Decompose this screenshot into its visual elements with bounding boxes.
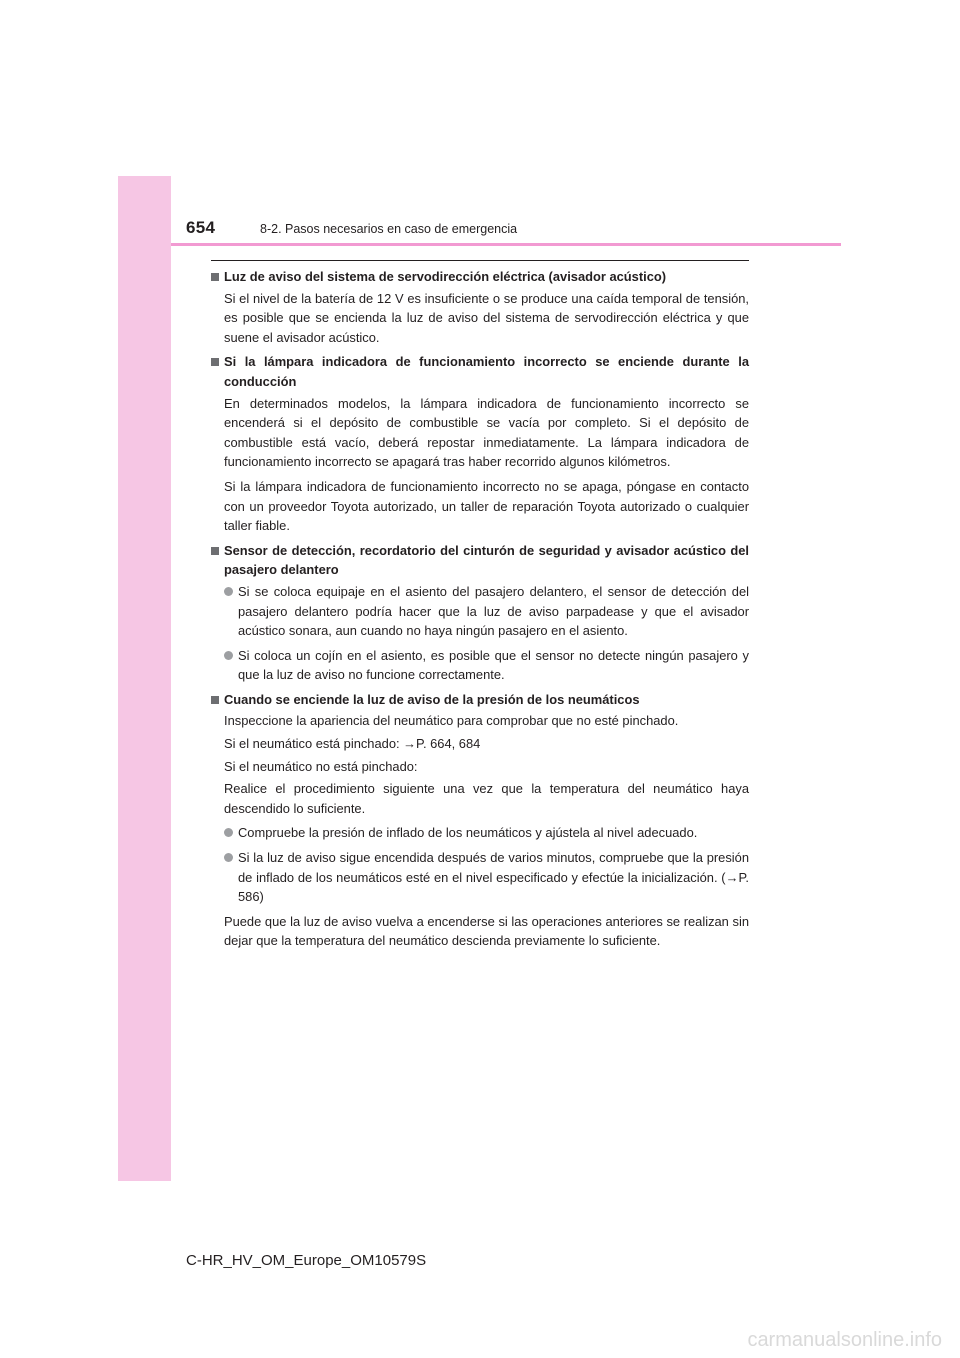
list-item <box>224 823 749 843</box>
chapter-side-tab <box>118 176 171 1181</box>
section-heading <box>211 267 749 287</box>
page-reference: Si el neumático está pinchado: →P. 664, 684 <box>224 736 481 752</box>
list-item-text: Compruebe la presión de inflado de los neumáticos y ajústela al nivel adecuado. <box>238 825 698 841</box>
section-title: 8-2. Pasos necesarios en caso de emergencia <box>260 222 518 236</box>
list-item <box>224 848 749 907</box>
watermark: carmanualsonline.info <box>747 1329 942 1351</box>
list-item-text: Si la luz de aviso sigue encendida después de varios minutos, compruebe que la presión de inflado de los neumáticos esté en el nivel especificado y efectúe la inicialización. (→P. 586) <box>238 850 749 905</box>
square-bullet-icon <box>211 547 219 555</box>
round-bullet-icon <box>224 828 233 837</box>
section-power-steering-warning <box>211 267 749 347</box>
section-heading <box>211 690 749 710</box>
paragraph: Realice el procedimiento siguiente una vez que la temperatura del neumático haya descendido lo suficiente. <box>224 781 749 816</box>
paragraph: En determinados modelos, la lámpara indicadora de funcionamiento incorrecto se encenderá si el depósito de combustible se vacía por completo. Si el depósito de combustible está vacío, deberá repostar inmediatamente. La lámpara indicadora de funcionamiento incorrecto se apagará tras haber recorrido algunos kilómetros. <box>224 395 749 470</box>
paragraph: Si la lámpara indicadora de funcionamiento incorrecto no se apaga, póngase en contacto con un proveedor Toyota autorizado, un taller de reparación Toyota autorizado o cualquier taller fiable. <box>224 478 749 534</box>
list-item <box>224 646 749 685</box>
header-rule <box>171 243 841 246</box>
square-bullet-icon <box>211 273 219 281</box>
round-bullet-icon <box>224 587 233 596</box>
section-heading-text: Cuando se enciende la luz de aviso de la presión de los neumáticos <box>224 691 640 707</box>
list-item-text: Si coloca un cojín en el asiento, es posible que el sensor no detecte ningún pasajero y que la luz de aviso no funcione correctamente. <box>238 647 749 683</box>
paragraph: Inspeccione la apariencia del neumático para comprobar que no esté pinchado. <box>224 713 679 729</box>
section-heading <box>211 352 749 391</box>
section-heading-text: Luz de aviso del sistema de servodirección eléctrica (avisador acústico) <box>224 269 667 284</box>
document-code: C-HR_HV_OM_Europe_OM10579S <box>186 1252 427 1269</box>
paragraph: Si el neumático no está pinchado: <box>224 758 418 774</box>
round-bullet-icon <box>224 853 233 862</box>
page-content <box>211 267 749 954</box>
page-number: 654 <box>186 218 216 237</box>
paragraph: Si el nivel de la batería de 12 V es insuficiente o se produce una caída temporal de tensión, es posible que se encienda la luz de aviso del sistema de servodirección eléctrica y que suene el avisador acústico. <box>224 290 749 345</box>
section-heading-text: Sensor de detección, recordatorio del cinturón de seguridad y avisador acústico del pasajero delantero <box>224 542 749 578</box>
section-heading <box>211 541 749 580</box>
square-bullet-icon <box>211 358 219 366</box>
content-top-rule <box>211 260 749 261</box>
list-item <box>224 582 749 641</box>
round-bullet-icon <box>224 651 233 660</box>
paragraph: Puede que la luz de aviso vuelva a encenderse si las operaciones anteriores se realizan sin dejar que la temperatura del neumático descienda previamente lo suficiente. <box>224 913 749 949</box>
section-passenger-sensor <box>211 541 749 685</box>
section-malfunction-lamp <box>211 352 749 535</box>
square-bullet-icon <box>211 696 219 704</box>
section-tire-pressure <box>211 690 749 951</box>
list-item-text: Si se coloca equipaje en el asiento del pasajero delantero, el sensor de detección del pasajero delantero podría hacer que la luz de aviso parpadease y que el avisador acústico sonara, aun cuando no haya ningún pasajero en el asiento. <box>238 583 749 639</box>
section-heading-text: Si la lámpara indicadora de funcionamiento incorrecto se enciende durante la conducción <box>224 354 749 389</box>
